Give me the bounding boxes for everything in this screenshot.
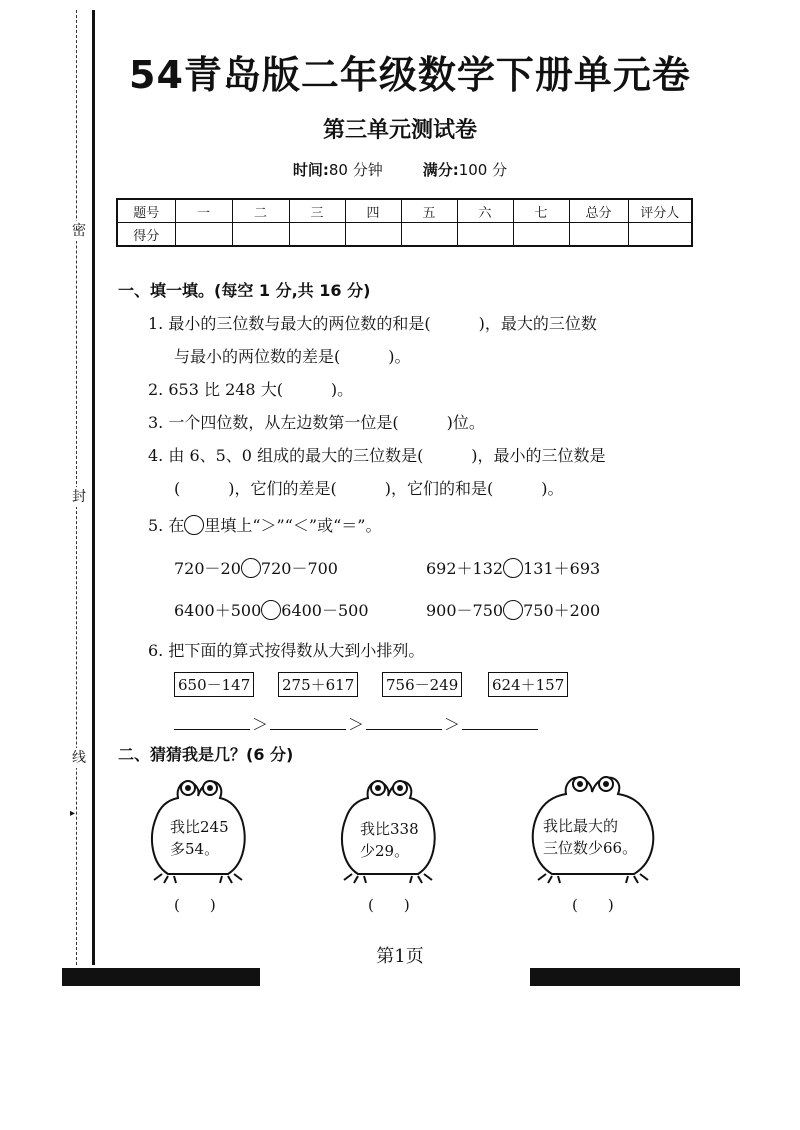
page-number: 第1页 bbox=[376, 946, 424, 967]
header-cell: 四 bbox=[345, 199, 401, 223]
question-5-suffix: 里填上“＞”“＜”或“＝”。 bbox=[204, 516, 382, 535]
header-cell: 七 bbox=[513, 199, 569, 223]
ordering-answer-row bbox=[174, 712, 538, 734]
question-3: 3. 一个四位数，从左边数第一位是( )位。 bbox=[148, 413, 485, 432]
frog-2-line-2: 少29。 bbox=[360, 842, 410, 860]
frog-1-text bbox=[170, 816, 229, 860]
score-cell[interactable] bbox=[175, 223, 232, 247]
expression-box: 275＋617 bbox=[278, 672, 358, 697]
expression-box: 756－249 bbox=[382, 672, 462, 697]
time-value: 80 分钟 bbox=[328, 161, 383, 179]
answer-blank[interactable] bbox=[270, 715, 346, 730]
footer-bar-right bbox=[530, 968, 740, 986]
circle-icon bbox=[184, 515, 204, 535]
frog-1-line-1: 我比245 bbox=[170, 818, 229, 836]
score-cell[interactable] bbox=[457, 223, 513, 247]
compare-circle[interactable] bbox=[503, 558, 523, 578]
full-score-value: 100 分 bbox=[458, 161, 508, 179]
compare-left: 900－750 bbox=[426, 601, 504, 620]
compare-left: 720－20 bbox=[174, 559, 241, 578]
frog-3-line-1: 我比最大的 bbox=[543, 817, 619, 835]
question-1-line-2: 与最小的两位数的差是( )。 bbox=[174, 347, 411, 366]
question-4-line-1: 4. 由 6、5、0 组成的最大的三位数是( )，最小的三位数是 bbox=[148, 446, 606, 465]
compare-right: 131＋693 bbox=[523, 559, 601, 578]
header-cell: 三 bbox=[289, 199, 345, 223]
header-cell: 五 bbox=[401, 199, 457, 223]
frog-2-text bbox=[360, 818, 419, 862]
answer-blank[interactable] bbox=[174, 715, 250, 730]
question-5-prefix: 5. 在 bbox=[148, 516, 185, 535]
page-title: 54青岛版二年级数学下册单元卷 bbox=[129, 53, 691, 97]
score-table bbox=[116, 198, 693, 247]
greater-than: ＞ bbox=[347, 715, 364, 734]
answer-paren-3[interactable]: ( ) bbox=[572, 896, 614, 914]
compare-item-3 bbox=[174, 598, 369, 621]
frog-1-line-2: 多54。 bbox=[170, 840, 220, 858]
expression-box: 624＋157 bbox=[488, 672, 568, 697]
question-1-line-1: 1. 最小的三位数与最大的两位数的和是( )，最大的三位数 bbox=[148, 314, 597, 333]
compare-left: 6400＋500 bbox=[174, 601, 262, 620]
compare-item-2 bbox=[426, 556, 600, 579]
exam-info bbox=[0, 159, 800, 180]
score-cell[interactable] bbox=[628, 223, 692, 247]
binding-solid-line bbox=[92, 10, 95, 965]
answer-paren-2[interactable]: ( ) bbox=[368, 896, 410, 914]
margin-char-close: 封 bbox=[72, 489, 86, 505]
margin-char-seal: 密 bbox=[72, 223, 86, 239]
header-cell: 总分 bbox=[569, 199, 628, 223]
score-cell[interactable] bbox=[513, 223, 569, 247]
header-cell: 二 bbox=[232, 199, 289, 223]
compare-right: 6400－500 bbox=[281, 601, 369, 620]
question-4-line-2: ( )，它们的差是( )，它们的和是( )。 bbox=[174, 479, 564, 498]
header-cell: 题号 bbox=[117, 199, 175, 223]
compare-item-1 bbox=[174, 556, 338, 579]
header-cell: 评分人 bbox=[628, 199, 692, 223]
score-row-label: 得分 bbox=[117, 223, 175, 247]
answer-blank[interactable] bbox=[462, 715, 538, 730]
compare-right: 720－700 bbox=[260, 559, 338, 578]
score-cell[interactable] bbox=[401, 223, 457, 247]
frog-2-line-1: 我比338 bbox=[360, 820, 419, 838]
score-table-header-row bbox=[117, 199, 692, 223]
compare-item-4 bbox=[426, 598, 600, 621]
compare-left: 692＋132 bbox=[426, 559, 504, 578]
answer-paren-1[interactable]: ( ) bbox=[174, 896, 216, 914]
answer-blank[interactable] bbox=[366, 715, 442, 730]
footer-bar-left bbox=[62, 968, 260, 986]
score-cell[interactable] bbox=[289, 223, 345, 247]
compare-circle[interactable] bbox=[503, 600, 523, 620]
page-subtitle: 第三单元测试卷 bbox=[322, 118, 477, 143]
frog-3-text bbox=[543, 815, 637, 859]
compare-circle[interactable] bbox=[241, 558, 261, 578]
header-cell: 一 bbox=[175, 199, 232, 223]
score-cell[interactable] bbox=[569, 223, 628, 247]
compare-circle[interactable] bbox=[261, 600, 281, 620]
time-label: 时间: bbox=[292, 161, 329, 179]
question-5 bbox=[148, 513, 381, 536]
question-2: 2. 653 比 248 大( )。 bbox=[148, 380, 354, 399]
greater-than: ＞ bbox=[443, 715, 460, 734]
margin-char-line: 线 bbox=[72, 750, 86, 766]
margin-mark: ▸ bbox=[70, 808, 76, 819]
full-score-label: 满分: bbox=[422, 161, 459, 179]
question-6: 6. 把下面的算式按得数从大到小排列。 bbox=[148, 641, 425, 660]
score-cell[interactable] bbox=[345, 223, 401, 247]
score-cell[interactable] bbox=[232, 223, 289, 247]
section-2-heading: 二、猜猜我是几？(6 分) bbox=[118, 745, 294, 764]
frog-3-line-2: 三位数少66。 bbox=[543, 839, 638, 857]
compare-right: 750＋200 bbox=[523, 601, 601, 620]
greater-than: ＞ bbox=[251, 715, 268, 734]
score-table-score-row bbox=[117, 223, 692, 247]
header-cell: 六 bbox=[457, 199, 513, 223]
section-1-heading: 一、填一填。(每空 1 分,共 16 分) bbox=[118, 281, 371, 300]
expression-box: 650－147 bbox=[174, 672, 254, 697]
